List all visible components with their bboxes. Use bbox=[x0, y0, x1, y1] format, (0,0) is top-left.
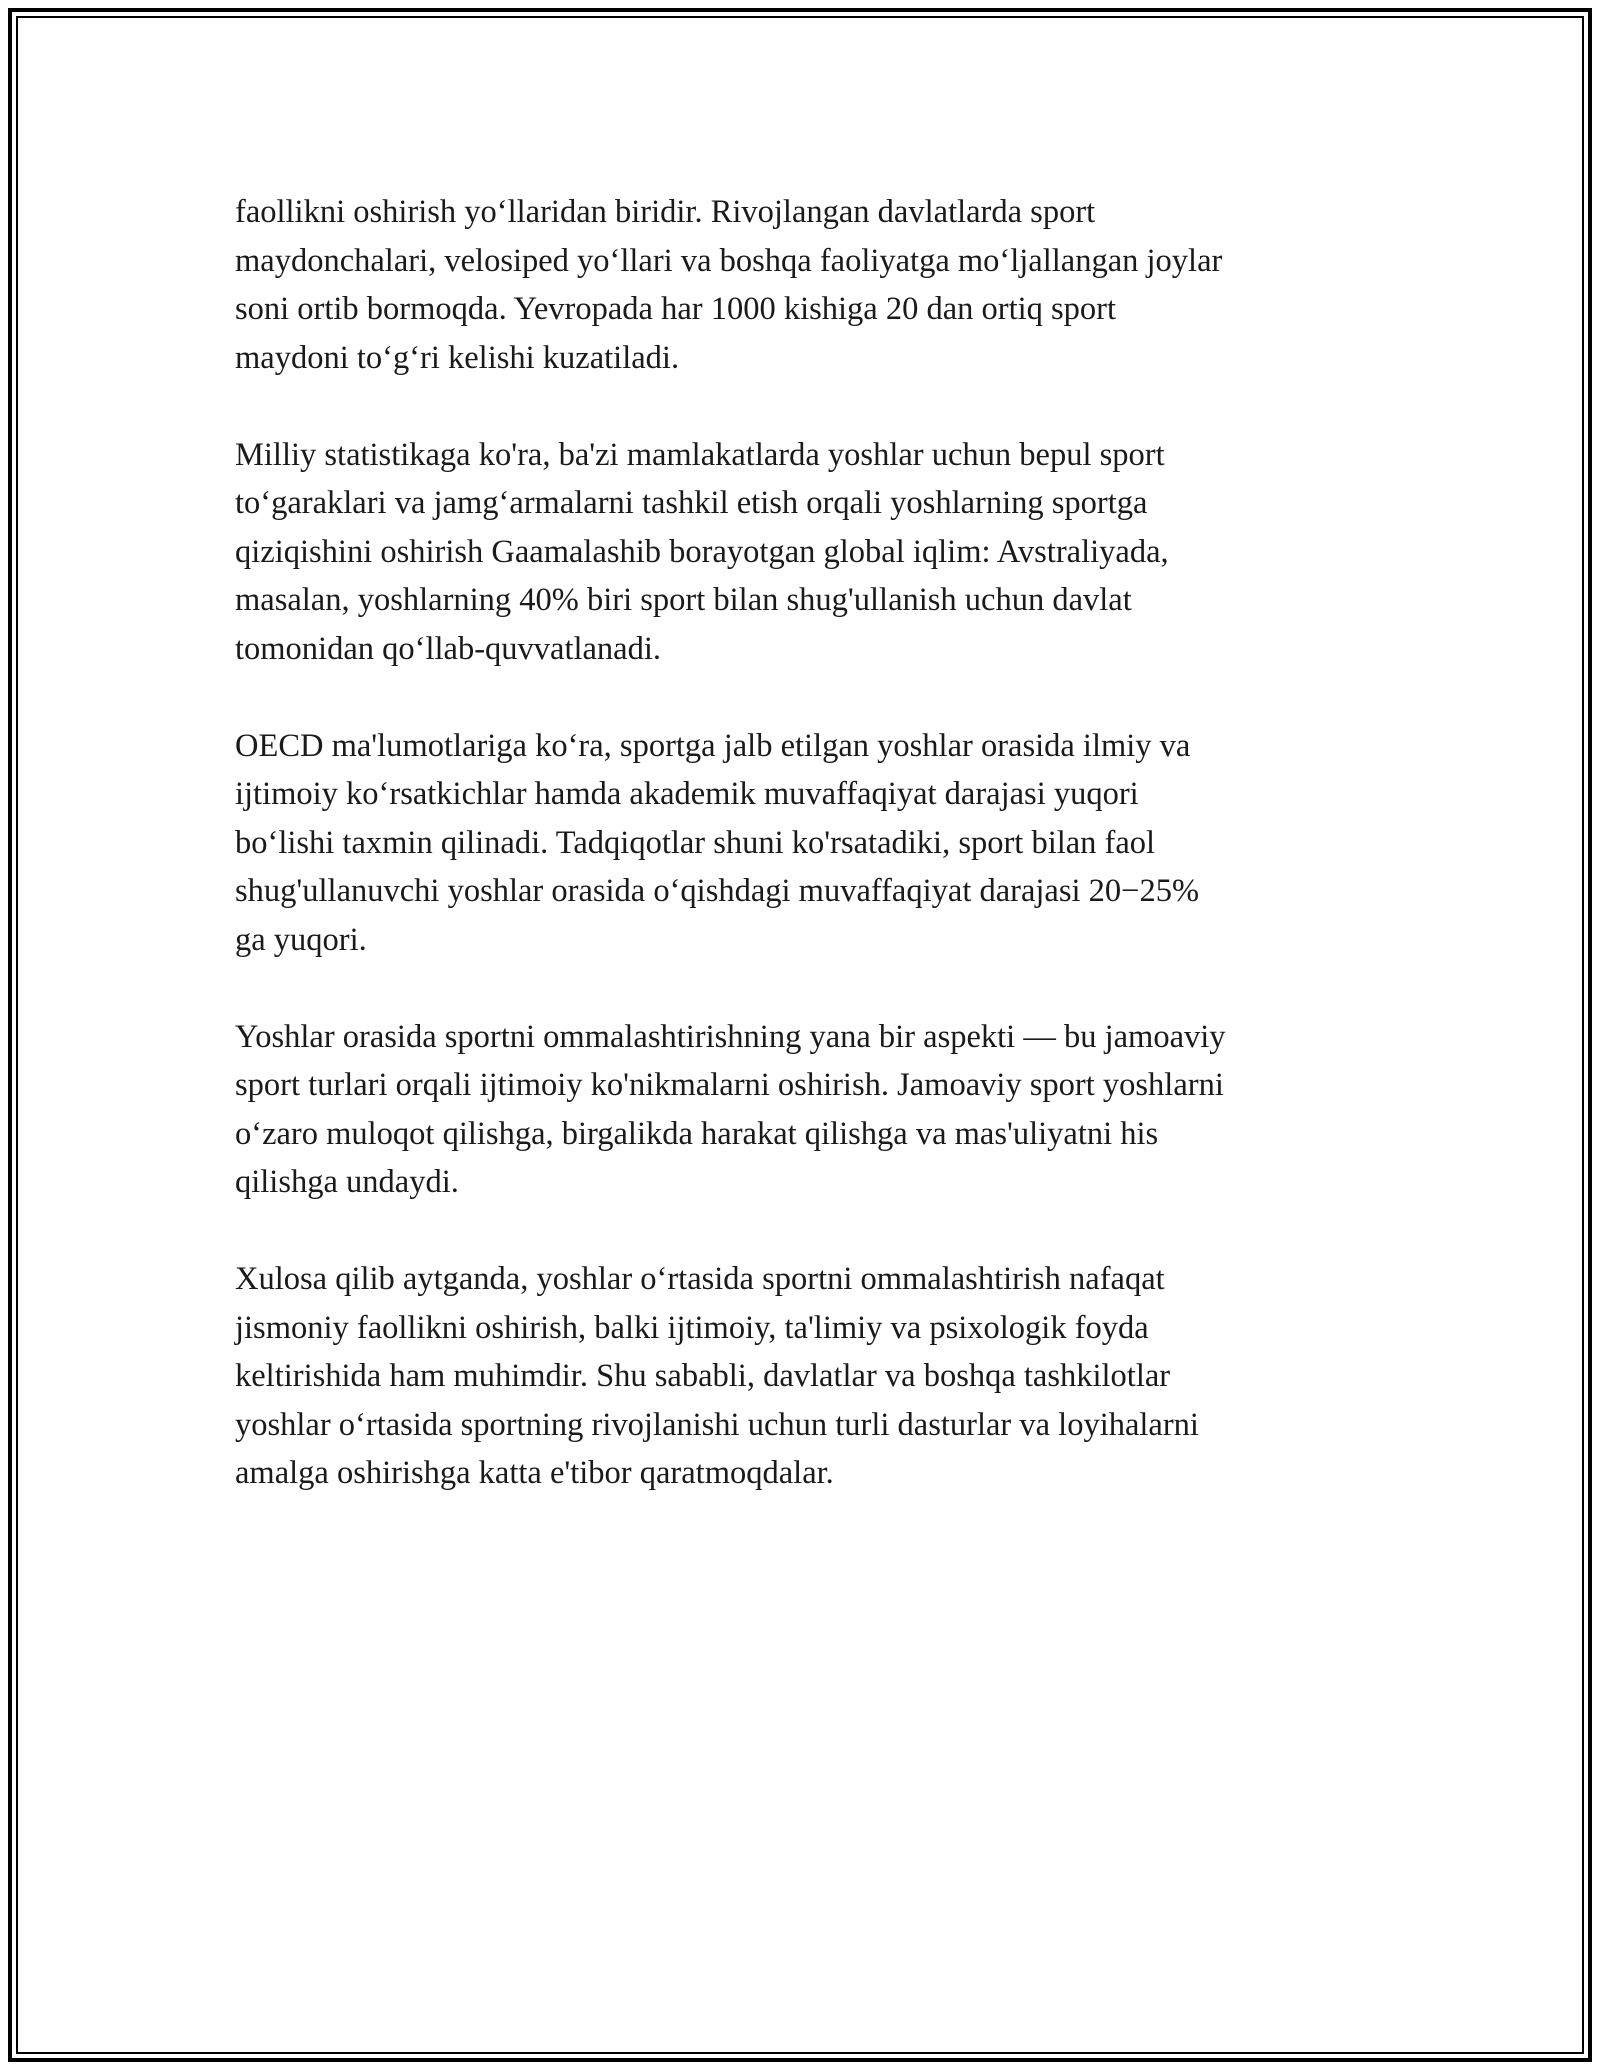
document-body bbox=[235, 188, 1370, 1546]
paragraph-team-sports: Yoshlar orasida sportni ommalashtirishning yana bir aspekti — bu jamoaviy sport turlari orqali ijtimoiy ko'nikmalarni oshirish. Jamoaviy sport yoshlarni o‘zaro muloqot qilishga, birgalikda harakat qilishga va mas'uliyatni his qilishga undaydi. bbox=[235, 1018, 1226, 1200]
paragraph-sports-facilities: faollikni oshirish yo‘llaridan biridir. Rivojlangan davlatlarda sport maydonchalari, velosiped yo‘llari va boshqa faoliyatga mo‘ljallangan joylar soni ortib bormoqda. Yevropada har 1000 kishiga 20 dan ortiq sport maydoni to‘g‘ri kelishi kuzatiladi. bbox=[235, 194, 1223, 376]
paragraph-oecd-data: OECD ma'lumotlariga ko‘ra, sportga jalb etilgan yoshlar orasida ilmiy va ijtimoiy ko‘rsatkichlar hamda akademik muvaffaqiyat darajasi yuqori bo‘lishi taxmin qilinadi. Tadqiqotlar shuni ko'rsatadiki, sport bilan faol shug'ullanuvchi yoshlar orasida o‘qishdagi muvaffaqiyat darajasi 20−25% ga yuqori. bbox=[235, 727, 1200, 958]
paragraph-national-statistics: Milliy statistikaga ko'ra, ba'zi mamlakatlarda yoshlar uchun bepul sport to‘garaklari va jamg‘armalarni tashkil etish orqali yoshlarning sportga qiziqishini oshirish Gaamalashib borayotgan global iqlim: Avstraliyada, masalan, yoshlarning 40% biri sport bilan shug'ullanish uchun davlat tomonidan qo‘llab-quvvatlanadi. bbox=[235, 436, 1169, 667]
paragraph-conclusion: Xulosa qilib aytganda, yoshlar o‘rtasida sportni ommalashtirish nafaqat jismoniy faollikni oshirish, balki ijtimoiy, ta'limiy va psixologik foyda keltirishida ham muhimdir. Shu sababli, davlatlar va boshqa tashkilotlar yoshlar o‘rtasida sportning rivojlanishi uchun turli dasturlar va loyihalarni amalga oshirishga katta e'tibor qaratmoqdalar. bbox=[235, 1261, 1199, 1491]
